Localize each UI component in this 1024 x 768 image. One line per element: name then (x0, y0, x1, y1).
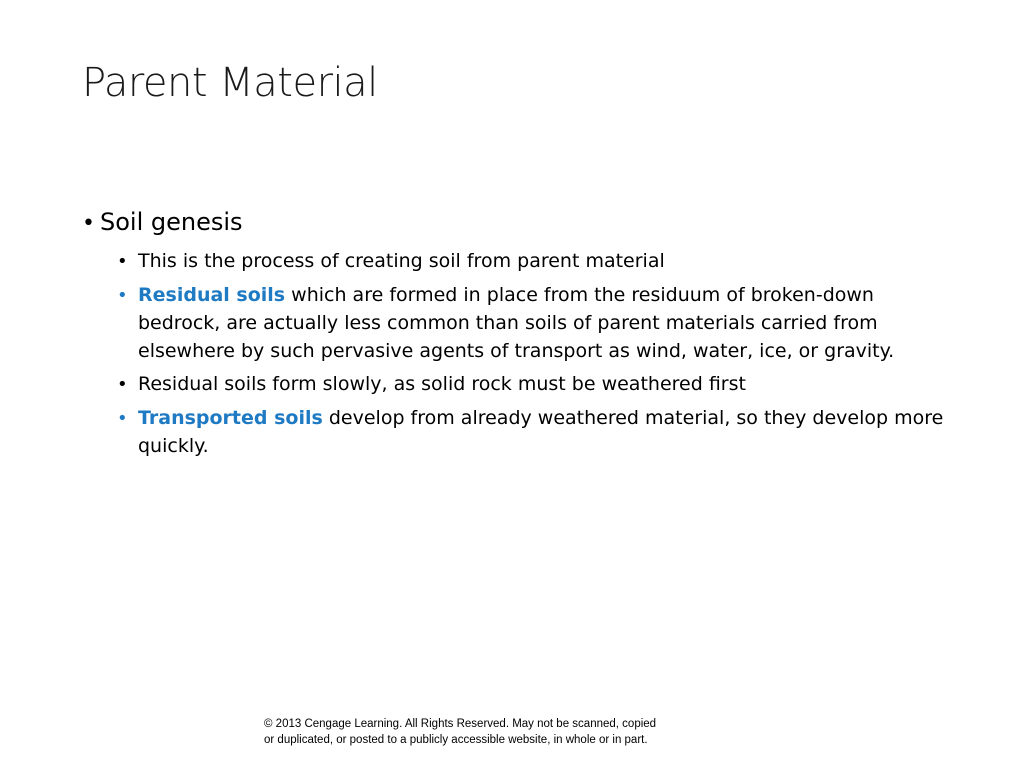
bullet-glyph: • (117, 285, 128, 306)
sub-bullet-body: develop from already weathered material, so they develop more quickly. (138, 407, 944, 457)
sub-bullet-body: which are formed in place from the residuum of broken-down bedrock, are actually less common than soils of parent materials carried from elsewhere by such pervasive agents of transport as wind, water, ice, or gravity. (138, 284, 895, 362)
term-residual-soils: Residual soils (138, 284, 286, 306)
sub-bullet-process (117, 247, 947, 276)
bullet-glyph: • (82, 211, 95, 236)
sub-bullet-text (138, 281, 947, 365)
copyright-notice (264, 716, 724, 748)
sub-bullet-transported-soils (117, 404, 947, 460)
term-transported-soils: Transported soils (138, 407, 323, 429)
main-bullet-text: Soil genesis (100, 208, 243, 236)
sub-bullet-text: Residual soils form slowly, as solid rock must be weathered first (138, 373, 746, 395)
slide-title: Parent Material (82, 60, 378, 106)
sub-bullet-residual-slow (117, 370, 947, 399)
sub-bullet-text (138, 404, 947, 460)
copyright-line-1: © 2013 Cengage Learning. All Rights Reserved. May not be scanned, copied (264, 718, 657, 730)
copyright-line-2: or duplicated, or posted to a publicly accessible website, in whole or in part. (264, 734, 648, 746)
sub-bullet-residual-soils (117, 281, 947, 365)
main-bullet (82, 208, 243, 236)
bullet-glyph: • (117, 374, 128, 395)
bullet-glyph: • (117, 251, 128, 272)
bullet-glyph: • (117, 408, 128, 429)
sub-bullet-list (117, 247, 947, 465)
sub-bullet-text: This is the process of creating soil from parent material (138, 250, 665, 272)
